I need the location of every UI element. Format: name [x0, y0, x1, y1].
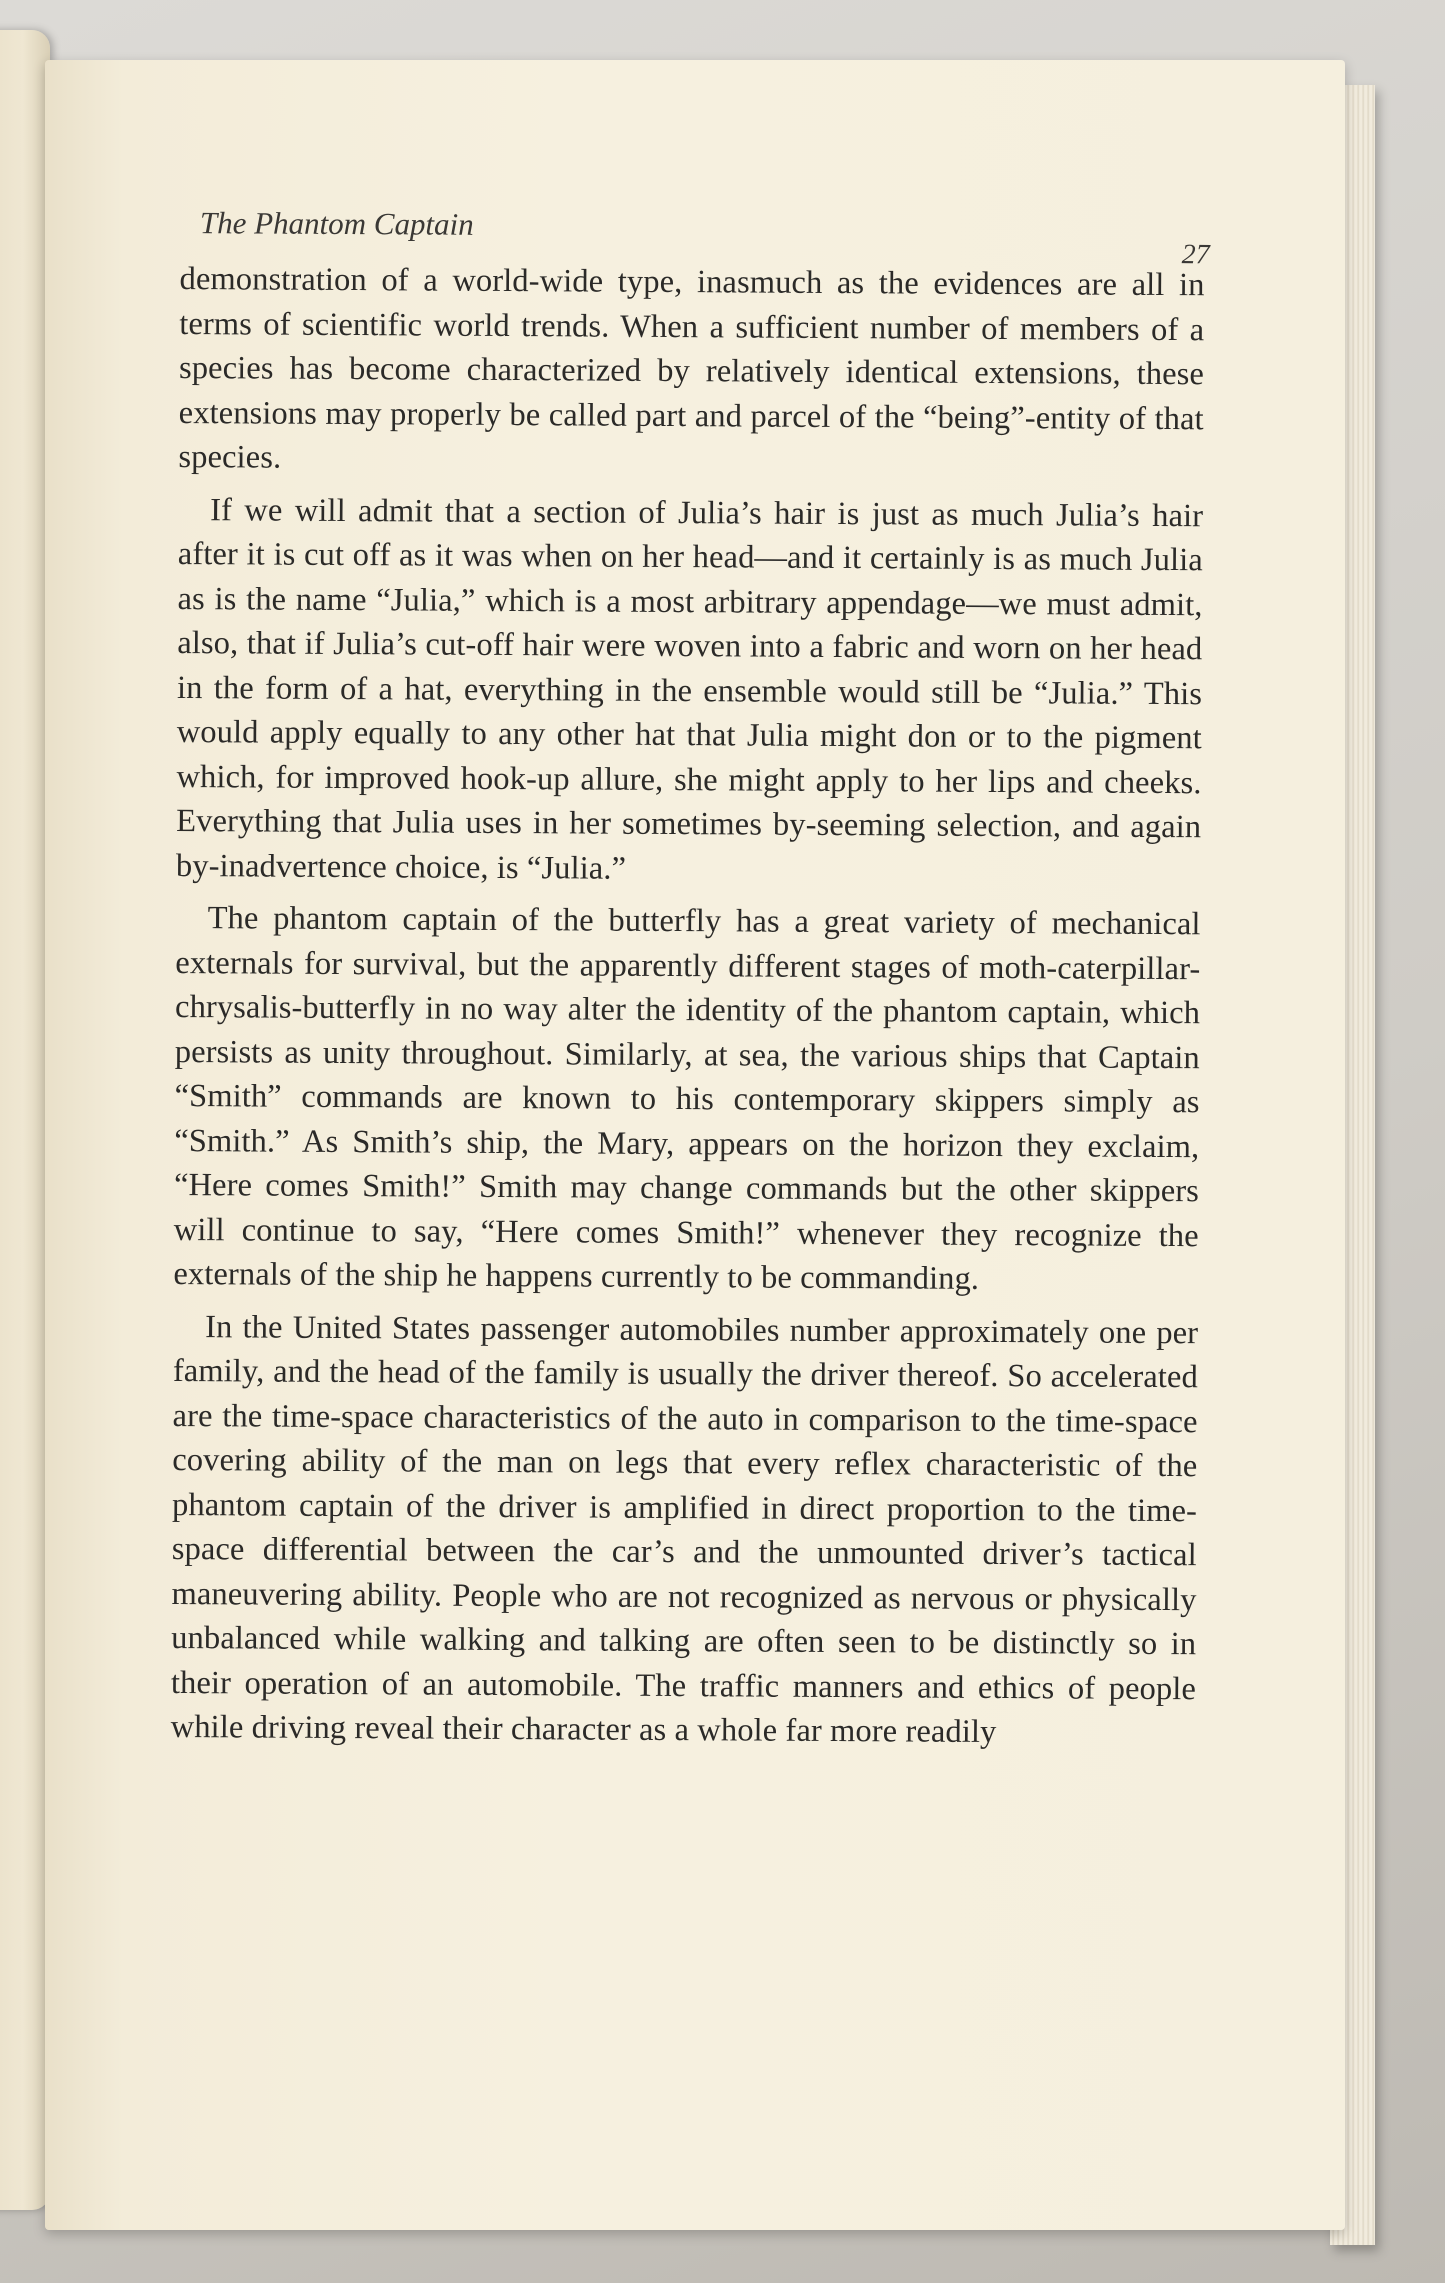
paragraph-julia: If we will admit that a section of Julia’s hair is just as much Julia’s hair after it is cut off as it was when on her head—and it certainly is as much Julia as is the name “Julia,” which is a most arbitrary appendage—we must admit, also, that if Julia’s cut-off hair were woven into a fabric and worn on her head in the form of a hat, everything in the ensemble would still be “Julia.” This would apply equally to any other hat that Julia might don or to the pigment which, for improved hook-up allure, she might apply to her lips and cheeks. Everything that Julia uses in her sometimes by-seeming selection, and again by-inadvertence choice, is “Julia.” [175, 491, 1204, 887]
left-page-edge [0, 30, 50, 2210]
paragraph-continuation: demonstration of a world-wide type, inasmuch as the evidences are all in terms of scientific world trends. When a sufficient number of members of a species has become characterized by relatively identical extensions, these extensions may properly be called part and parcel of the “being”-entity of that species. [178, 260, 1205, 476]
running-head-title: The Phantom Captain [199, 205, 474, 242]
paragraph-automobiles: In the United States passenger automobiles number approximately one per family, and the head of the family is usually the driver thereof. So accelerated are the time-space characteristics of the auto in comparison to the time-space covering ability of the man on legs that every reflex characteristic of the phantom captain of the driver is amplified in direct proportion to the time-space differential between the car’s and the unmounted driver’s tactical maneuvering ability. People who are not recognized as nervous or physically unbalanced while walking and talking are often seen to be distinctly so in their operation of an automobile. The traffic manners and ethics of people while driving reveal their character as a whole far more readily [170, 1308, 1199, 1751]
running-head [180, 205, 1210, 271]
page-text-block [170, 205, 1210, 1764]
page-number: 27 [1181, 239, 1210, 271]
paragraph-butterfly: The phantom captain of the butterfly has a great variety of mechanical externals for survival, but the apparently different stages of moth-caterpillar-chrysalis-butterfly in no way alter the identity of the phantom captain, which persists as unity throughout. Similarly, at sea, the various ships that Captain “Smith” commands are known to his contemporary skippers simply as “Smith.” As Smith’s ship, the Mary, appears on the horizon they exclaim, “Here comes Smith!” Smith may change commands but the other skippers will continue to say, “Here comes Smith!” whenever they recognize the externals of the ship he happens currently to be commanding. [173, 900, 1201, 1297]
